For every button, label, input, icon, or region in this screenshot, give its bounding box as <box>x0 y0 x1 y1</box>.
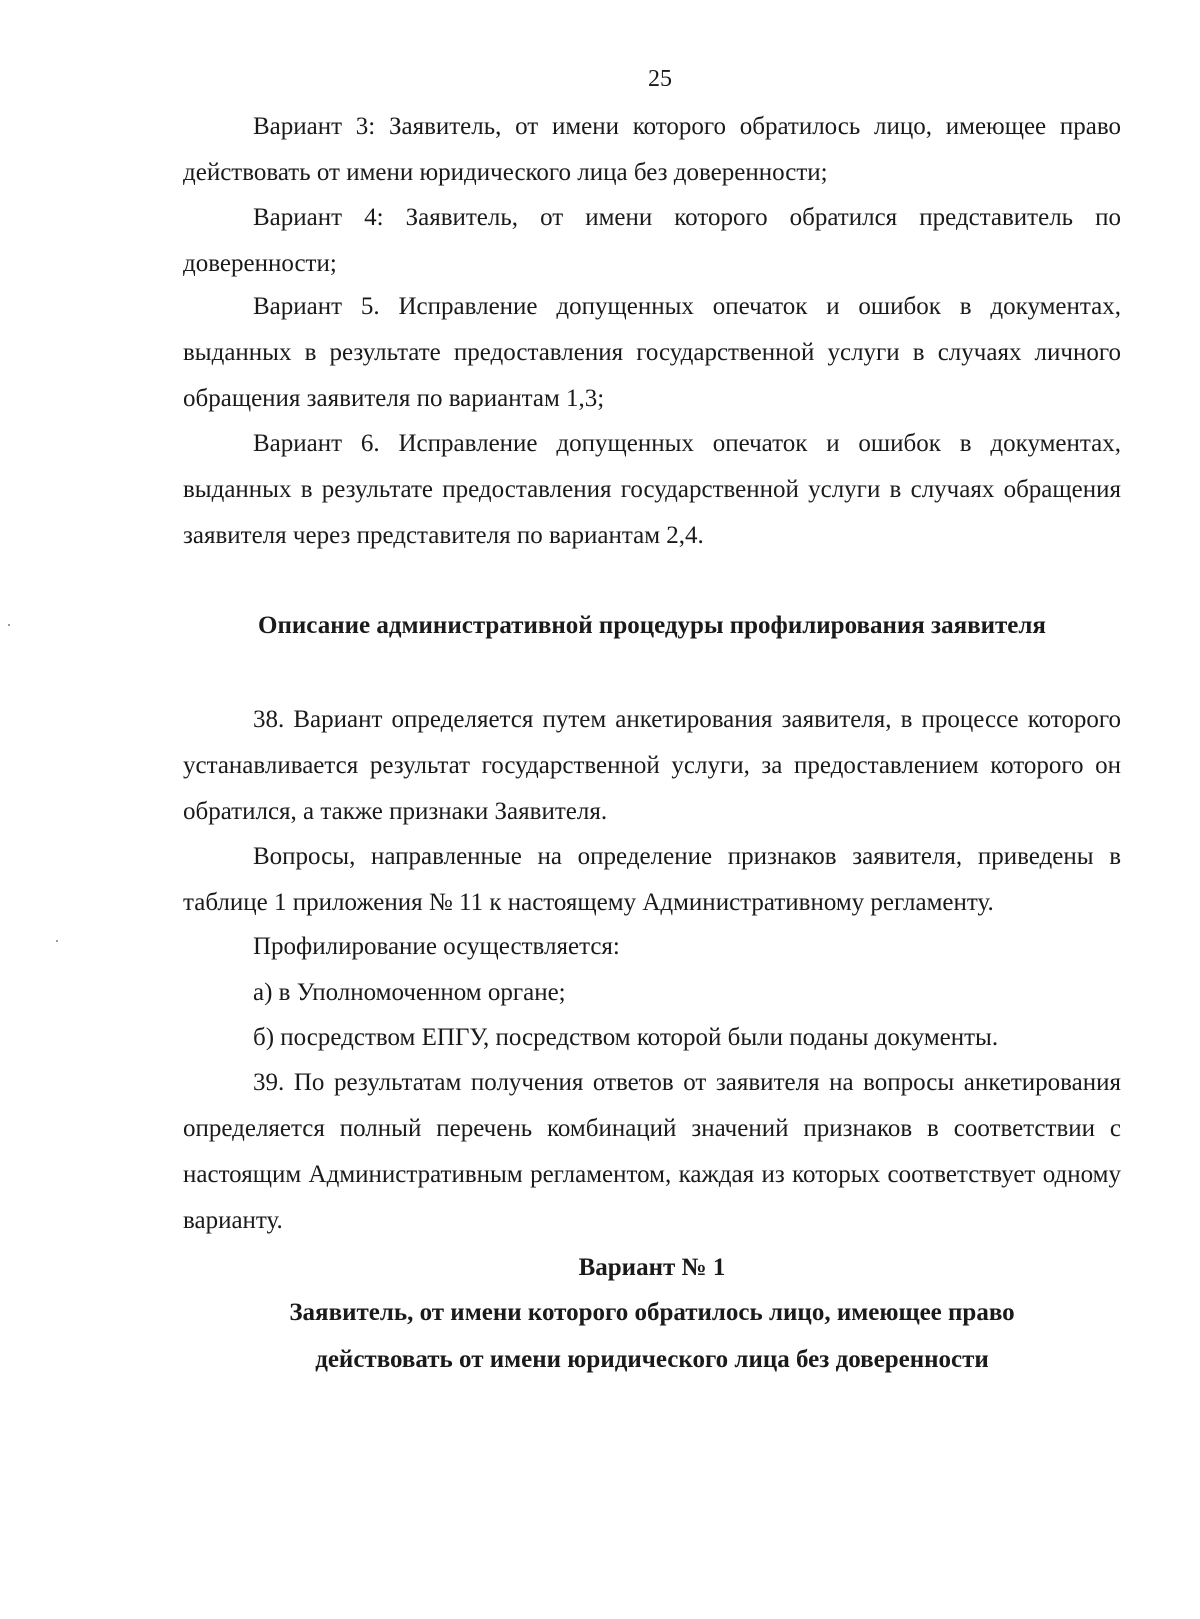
section-heading: Описание административной процедуры профилирования заявителя <box>258 612 1046 639</box>
paragraph-variant-3: Вариант 3: Заявитель, от имени которого обратилось лицо, имеющее право действовать от имени юридического лица без доверенности; <box>183 113 1121 186</box>
scan-artifact <box>8 624 10 626</box>
variant-subheading-line-2: действовать от имени юридического лица без доверенности <box>315 1346 989 1373</box>
paragraph-39: 39. По результатам получения ответов от заявителя на вопросы анкетирования определяется полный перечень комбинаций значений признаков в соответствии с настоящим Административным регламентом, каждая из которых соответствует одному варианту. <box>183 1069 1121 1234</box>
paragraph-questions: Вопросы, направленные на определение признаков заявителя, приведены в таблице 1 приложения № 11 к настоящему Административному регламенту. <box>183 843 1121 916</box>
page-number: 25 <box>648 66 672 92</box>
paragraph-variant-5: Вариант 5. Исправление допущенных опечаток и ошибок в документах, выданных в результате предоставления государственной услуги в случаях личного обращения заявителя по вариантам 1,3; <box>183 293 1121 412</box>
paragraph-profiling: Профилирование осуществляется: <box>253 933 620 960</box>
variant-subheading-line-1: Заявитель, от имени которого обратилось лицо, имеющее право <box>289 1299 1015 1326</box>
paragraph-variant-4: Вариант 4: Заявитель, от имени которого обратился представитель по доверенности; <box>183 204 1121 277</box>
list-item-a: а) в Уполномоченном органе; <box>253 979 566 1006</box>
scan-artifact <box>56 940 58 942</box>
paragraph-38: 38. Вариант определяется путем анкетирования заявителя, в процессе которого устанавливается результат государственной услуги, за предоставлением которого он обратился, а также признаки Заявителя. <box>183 706 1121 825</box>
variant-heading: Вариант № 1 <box>578 1254 726 1281</box>
list-item-b: б) посредством ЕПГУ, посредством которой были поданы документы. <box>253 1024 999 1051</box>
paragraph-variant-6: Вариант 6. Исправление допущенных опечаток и ошибок в документах, выданных в результате предоставления государственной услуги в случаях обращения заявителя через представителя по вариантам 2,4. <box>183 430 1121 549</box>
